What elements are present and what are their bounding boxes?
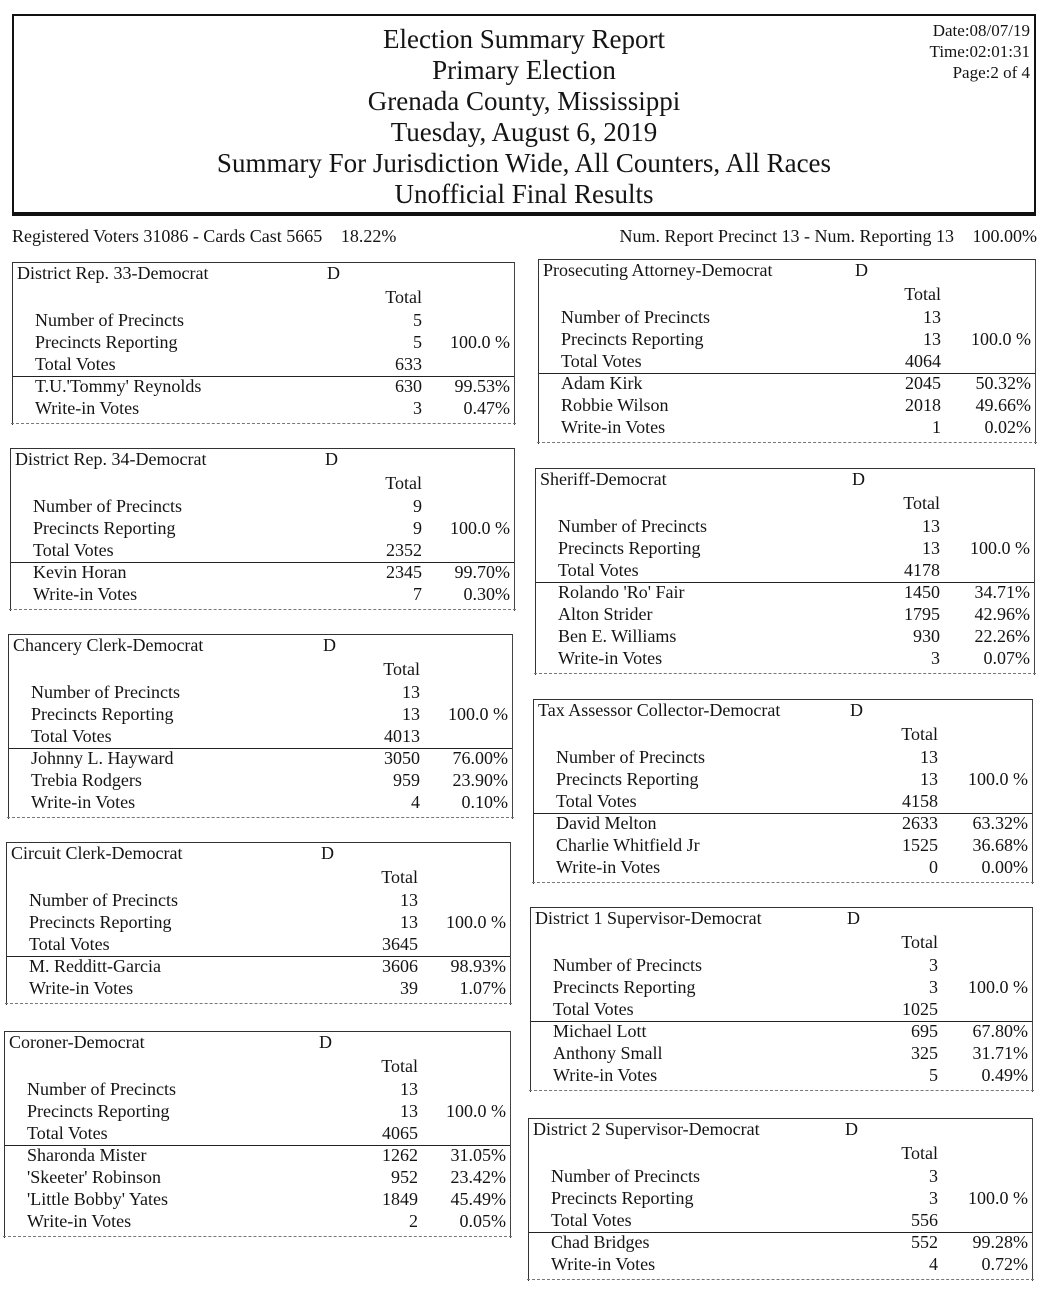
candidate-row [531,1042,1032,1064]
race-header [11,449,514,472]
race-bottom-border [537,442,1037,443]
vote-count: 2 [409,1211,418,1231]
row-label: Number of Precincts [35,310,184,330]
party-code: D [321,843,334,863]
race-title: District 1 Supervisor-Democrat [535,908,762,928]
vote-count: 4158 [902,791,938,811]
candidate-row [539,394,1035,416]
total-column-label: Total [383,659,420,679]
row-label: Precincts Reporting [29,912,172,932]
race-bottom-border [532,882,1034,883]
total-column-label: Total [381,1056,418,1076]
total-votes-row [7,933,510,955]
vote-count: 13 [920,747,938,767]
row-label: Precincts Reporting [551,1188,694,1208]
turnout-percent: 18.22% [340,226,397,246]
row-label: Number of Precincts [553,955,702,975]
total-votes-row [9,725,512,747]
precincts-reporting-text: Num. Report Precinct 13 - Num. Reporting 13 [619,226,954,246]
candidate-row [529,1253,1032,1275]
total-votes-row [13,353,514,375]
vote-percent: 50.32% [975,373,1031,393]
race-header [531,908,1032,931]
row-label: Total Votes [31,726,112,746]
row-label: Sharonda Mister [27,1145,147,1165]
vote-count: 13 [402,682,420,702]
party-code: D [847,908,860,928]
total-column-label: Total [385,287,422,307]
vote-count: 630 [395,376,422,396]
election-type: Primary Election [432,55,616,85]
race-title: District Rep. 34-Democrat [15,449,207,469]
candidate-row [9,769,512,791]
race-bottom-border [5,1003,512,1004]
row-label: Number of Precincts [31,682,180,702]
vote-percent: 99.70% [454,562,510,582]
candidate-row [539,416,1035,438]
vote-count: 39 [400,978,418,998]
party-code: D [319,1032,332,1052]
total-votes-row [11,539,514,561]
row-label: Total Votes [27,1123,108,1143]
candidate-row [9,747,512,769]
vote-percent: 100.0 % [970,538,1030,558]
total-votes-row [536,559,1034,581]
number-of-precincts-row [11,495,514,517]
race-box [6,842,511,1005]
vote-percent: 0.02% [984,417,1031,437]
vote-count: 1262 [382,1145,418,1165]
vote-count: 5 [929,1065,938,1085]
candidate-row [531,1020,1032,1042]
row-label: Michael Lott [553,1021,647,1041]
vote-percent: 0.72% [981,1254,1028,1274]
row-label: Number of Precincts [29,890,178,910]
row-label: Ben E. Williams [558,626,677,646]
vote-percent: 0.47% [463,398,510,418]
vote-count: 2352 [386,540,422,560]
row-label: Total Votes [35,354,116,374]
race-box [8,634,513,819]
vote-count: 325 [911,1043,938,1063]
vote-percent: 100.0 % [450,332,510,352]
vote-count: 695 [911,1021,938,1041]
county-name: Grenada County, Mississippi [367,86,681,116]
vote-count: 952 [391,1167,418,1187]
row-label: David Melton [556,813,657,833]
vote-count: 2633 [902,813,938,833]
party-code: D [325,449,338,469]
race-header [529,1119,1032,1142]
vote-percent: 0.05% [459,1211,506,1231]
row-label: Rolando 'Ro' Fair [558,582,685,602]
vote-percent: 49.66% [975,395,1031,415]
race-bottom-border [529,1090,1034,1091]
vote-count: 552 [911,1232,938,1252]
vote-count: 633 [395,354,422,374]
row-label: Kevin Horan [33,562,127,582]
page-number: Page:2 of 4 [952,63,1030,82]
candidate-row [7,977,510,999]
report-title-block [14,24,1034,210]
vote-count: 13 [400,890,418,910]
vote-percent: 99.53% [454,376,510,396]
total-column-label: Total [901,1143,938,1163]
vote-count: 1 [932,417,941,437]
total-column-label: Total [901,932,938,952]
row-label: Precincts Reporting [33,518,176,538]
vote-count: 4013 [384,726,420,746]
vote-count: 2045 [905,373,941,393]
race-title: District Rep. 33-Democrat [17,263,209,283]
vote-count: 13 [402,704,420,724]
vote-count: 0 [929,857,938,877]
race-title: Prosecuting Attorney-Democrat [543,260,773,280]
number-of-precincts-row [9,681,512,703]
row-label: Write-in Votes [31,792,136,812]
candidate-row [536,603,1034,625]
summary-scope: Summary For Jurisdiction Wide, All Counters, All Races [216,148,832,178]
candidate-row [536,625,1034,647]
vote-count: 5 [413,310,422,330]
vote-count: 3 [931,648,940,668]
candidate-row [529,1231,1032,1253]
precincts-reporting-percent: 100.00% [972,226,1037,246]
vote-percent: 0.10% [461,792,508,812]
candidate-row [5,1144,510,1166]
vote-count: 1450 [904,582,940,602]
vote-count: 930 [913,626,940,646]
row-label: Write-in Votes [561,417,666,437]
vote-count: 959 [393,770,420,790]
row-label: 'Skeeter' Robinson [27,1167,161,1187]
precincts-reporting-row [539,328,1035,350]
vote-count: 13 [400,1101,418,1121]
vote-count: 9 [413,518,422,538]
row-label: Total Votes [553,999,634,1019]
vote-percent: 34.71% [974,582,1030,602]
candidate-row [534,834,1032,856]
vote-count: 1849 [382,1189,418,1209]
number-of-precincts-row [536,515,1034,537]
row-label: Write-in Votes [27,1211,132,1231]
vote-count: 13 [400,912,418,932]
candidate-row [531,1064,1032,1086]
row-label: Adam Kirk [561,373,643,393]
vote-count: 556 [911,1210,938,1230]
row-label: Number of Precincts [27,1079,176,1099]
number-of-precincts-row [529,1165,1032,1187]
candidate-row [536,581,1034,603]
candidate-row [536,647,1034,669]
row-label: Anthony Small [553,1043,663,1063]
vote-percent: 0.49% [981,1065,1028,1085]
race-title: District 2 Supervisor-Democrat [533,1119,760,1139]
vote-percent: 100.0 % [971,329,1031,349]
vote-percent: 0.07% [983,648,1030,668]
candidate-row [5,1166,510,1188]
race-box [533,699,1033,884]
race-bottom-border [527,1279,1034,1280]
race-header [536,469,1034,492]
vote-count: 4 [411,792,420,812]
vote-percent: 100.0 % [446,1101,506,1121]
race-bottom-border [534,673,1036,674]
race-header [5,1032,510,1055]
vote-percent: 0.00% [981,857,1028,877]
race-title: Sheriff-Democrat [540,469,667,489]
candidate-row [13,397,514,419]
candidate-row [11,583,514,605]
report-meta [930,20,1030,83]
row-label: Total Votes [551,1210,632,1230]
row-label: Charlie Whitfield Jr [556,835,700,855]
row-label: Robbie Wilson [561,395,669,415]
row-label: T.U.'Tommy' Reynolds [35,376,202,396]
row-label: Write-in Votes [29,978,134,998]
report-time: Time:02:01:31 [929,42,1030,61]
row-label: Precincts Reporting [31,704,174,724]
race-title: Tax Assessor Collector-Democrat [538,700,781,720]
row-label: Total Votes [561,351,642,371]
row-label: Total Votes [556,791,637,811]
row-label: Write-in Votes [551,1254,656,1274]
vote-percent: 31.71% [972,1043,1028,1063]
race-box [535,468,1035,675]
vote-count: 3 [929,1188,938,1208]
row-label: Chad Bridges [551,1232,650,1252]
vote-percent: 100.0 % [450,518,510,538]
vote-count: 4 [929,1254,938,1274]
vote-count: 3050 [384,748,420,768]
race-title: Chancery Clerk-Democrat [13,635,204,655]
precincts-reporting-row [529,1187,1032,1209]
vote-count: 1025 [902,999,938,1019]
race-box [530,907,1033,1092]
candidate-row [5,1188,510,1210]
candidate-row [11,561,514,583]
vote-count: 5 [413,332,422,352]
row-label: Write-in Votes [558,648,663,668]
vote-count: 3 [413,398,422,418]
total-votes-row [5,1122,510,1144]
total-votes-row [529,1209,1032,1231]
race-bottom-border [3,1236,512,1237]
race-header [534,700,1032,723]
number-of-precincts-row [534,746,1032,768]
total-column-label: Total [901,724,938,744]
vote-count: 3645 [382,934,418,954]
race-box [4,1031,511,1238]
precincts-reporting-row [7,911,510,933]
row-label: Precincts Reporting [553,977,696,997]
vote-percent: 100.0 % [968,769,1028,789]
precincts-reporting-row [11,517,514,539]
vote-count: 2345 [386,562,422,582]
party-code: D [323,635,336,655]
election-date: Tuesday, August 6, 2019 [390,117,658,147]
vote-count: 13 [922,538,940,558]
total-votes-row [531,998,1032,1020]
results-status: Unofficial Final Results [394,179,654,209]
total-column-label: Total [381,867,418,887]
number-of-precincts-row [7,889,510,911]
row-label: Number of Precincts [561,307,710,327]
precincts-reporting-row [5,1100,510,1122]
row-label: Precincts Reporting [35,332,178,352]
race-title: Coroner-Democrat [9,1032,145,1052]
vote-count: 4064 [905,351,941,371]
candidate-row [539,372,1035,394]
vote-count: 13 [922,516,940,536]
race-box [10,448,515,611]
number-of-precincts-row [5,1078,510,1100]
candidate-row [534,856,1032,878]
vote-percent: 98.93% [450,956,506,976]
precincts-reporting-row [536,537,1034,559]
race-header [9,635,512,658]
precincts-reporting-row [531,976,1032,998]
row-label: Write-in Votes [35,398,140,418]
vote-percent: 23.90% [452,770,508,790]
row-label: Total Votes [33,540,114,560]
row-label: Write-in Votes [553,1065,658,1085]
precincts-reporting-line [620,226,1037,247]
vote-percent: 31.05% [450,1145,506,1165]
total-votes-row [534,790,1032,812]
vote-count: 1525 [902,835,938,855]
vote-count: 4065 [382,1123,418,1143]
race-box [12,262,515,425]
vote-count: 9 [413,496,422,516]
row-label: Write-in Votes [556,857,661,877]
vote-count: 7 [413,584,422,604]
total-column-label: Total [903,493,940,513]
race-header [13,263,514,286]
race-bottom-border [7,817,514,818]
vote-percent: 42.96% [974,604,1030,624]
candidate-row [7,955,510,977]
report-header [12,14,1036,216]
row-label: Number of Precincts [551,1166,700,1186]
vote-percent: 45.49% [450,1189,506,1209]
precincts-reporting-row [9,703,512,725]
row-label: Johnny L. Hayward [31,748,174,768]
number-of-precincts-row [531,954,1032,976]
row-label: Total Votes [558,560,639,580]
race-header [7,843,510,866]
row-label: Precincts Reporting [556,769,699,789]
vote-percent: 0.30% [463,584,510,604]
vote-count: 3 [929,977,938,997]
row-label: 'Little Bobby' Yates [27,1189,168,1209]
vote-percent: 63.32% [972,813,1028,833]
race-box [528,1118,1033,1281]
race-bottom-border [9,609,516,610]
vote-percent: 100.0 % [446,912,506,932]
party-code: D [845,1119,858,1139]
vote-count: 4178 [904,560,940,580]
precincts-reporting-row [13,331,514,353]
vote-count: 1795 [904,604,940,624]
report-title: Election Summary Report [383,24,665,54]
row-label: Number of Precincts [556,747,705,767]
vote-count: 3 [929,1166,938,1186]
race-title: Circuit Clerk-Democrat [11,843,183,863]
vote-percent: 67.80% [972,1021,1028,1041]
row-label: Total Votes [29,934,110,954]
race-box [538,259,1036,444]
row-label: Trebia Rodgers [31,770,142,790]
candidate-row [534,812,1032,834]
report-date: Date:08/07/19 [932,21,1030,40]
vote-count: 13 [923,307,941,327]
row-label: Alton Strider [558,604,653,624]
vote-percent: 22.26% [974,626,1030,646]
vote-percent: 36.68% [972,835,1028,855]
vote-percent: 99.28% [972,1232,1028,1252]
race-header [539,260,1035,283]
row-label: Precincts Reporting [561,329,704,349]
vote-count: 3606 [382,956,418,976]
row-label: Number of Precincts [33,496,182,516]
candidate-row [9,791,512,813]
number-of-precincts-row [13,309,514,331]
vote-percent: 76.00% [452,748,508,768]
vote-percent: 1.07% [459,978,506,998]
vote-count: 2018 [905,395,941,415]
race-bottom-border [11,423,516,424]
vote-count: 3 [929,955,938,975]
vote-percent: 100.0 % [968,1188,1028,1208]
total-column-label: Total [904,284,941,304]
vote-percent: 100.0 % [968,977,1028,997]
party-code: D [852,469,865,489]
party-code: D [855,260,868,280]
total-votes-row [539,350,1035,372]
party-code: D [327,263,340,283]
vote-count: 13 [400,1079,418,1099]
vote-percent: 100.0 % [448,704,508,724]
row-label: Write-in Votes [33,584,138,604]
precincts-reporting-row [534,768,1032,790]
registered-voters-line [12,226,396,247]
row-label: M. Redditt-Garcia [29,956,161,976]
row-label: Number of Precincts [558,516,707,536]
total-column-label: Total [385,473,422,493]
vote-count: 13 [920,769,938,789]
row-label: Precincts Reporting [558,538,701,558]
vote-count: 13 [923,329,941,349]
number-of-precincts-row [539,306,1035,328]
vote-percent: 23.42% [450,1167,506,1187]
registered-voters-text: Registered Voters 31086 - Cards Cast 5665 [12,226,323,246]
row-label: Precincts Reporting [27,1101,170,1121]
candidate-row [13,375,514,397]
candidate-row [5,1210,510,1232]
party-code: D [850,700,863,720]
